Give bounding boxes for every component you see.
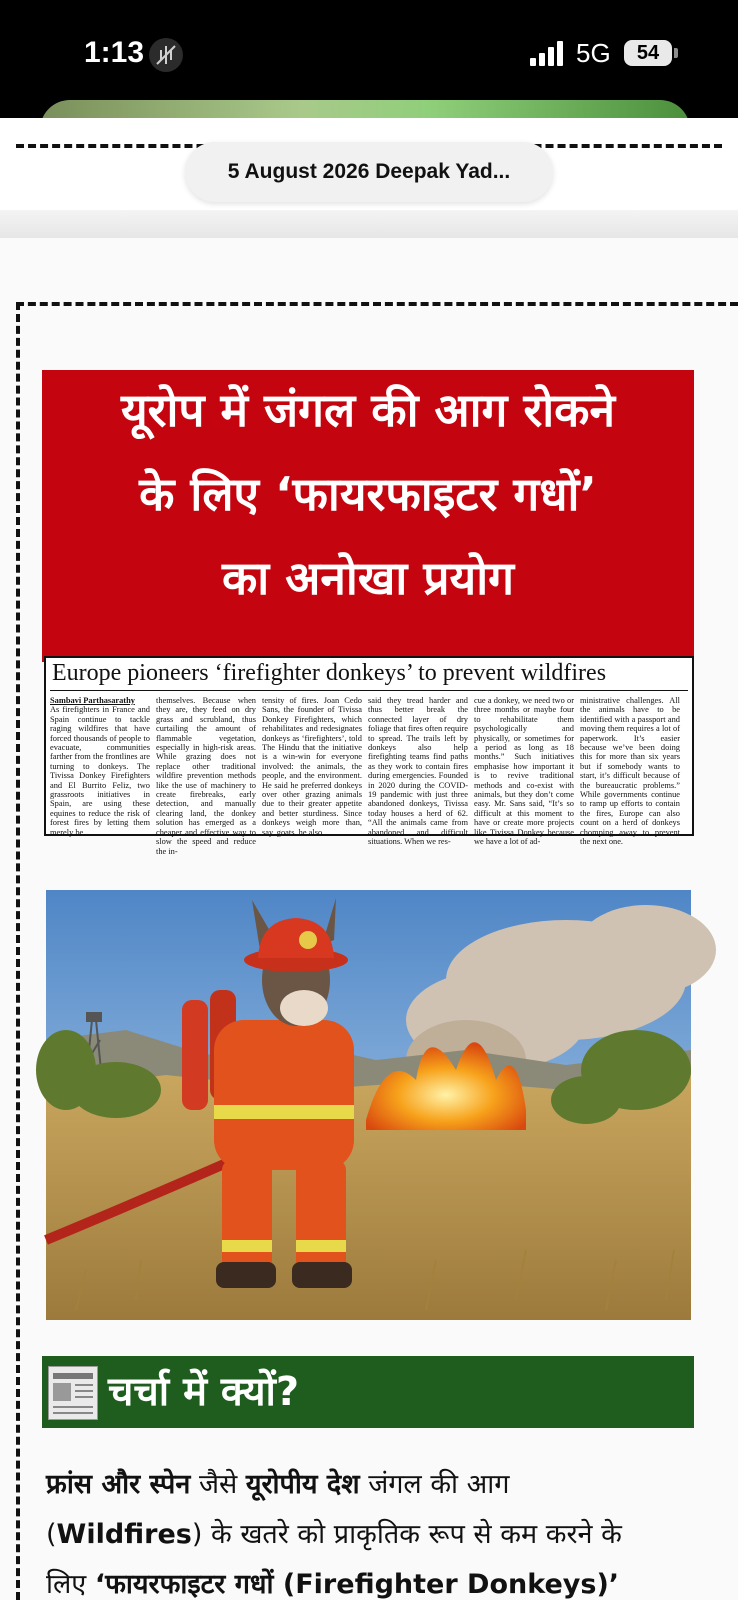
text: ( [46, 1519, 57, 1550]
bold-text: Wildfires [56, 1519, 192, 1550]
clipping-column-3: tensity of fires. Joan Cedo Sans, the founder of Tivissa Donkey Firefighters, which rehabilitates and redesignates donkeys as ‘firefighters’, told The Hindu that the initiative is a win-win for everyone involved: the animals, the people, and the environment. He said he preferred donkeys over other grazing animals due to their greater appetite and better sturdiness. Since donkeys weigh more than, say, goats, he also [262, 696, 362, 837]
battery-icon: 54 [624, 40, 672, 66]
headline-line-1: यूरोप में जंगल की आग रोकने [120, 383, 616, 437]
status-time: 1:13 [84, 36, 145, 69]
battery-tip [674, 48, 678, 58]
dashed-border-top [16, 302, 738, 306]
bold-text: यूरोपीय देश [245, 1469, 360, 1500]
toolbar-divider [0, 210, 738, 238]
headline-line-3: का अनोखा प्रयोग [221, 551, 515, 605]
bold-text: ‘फायरफाइटर गधों (Firefighter Donkeys)’ [94, 1569, 620, 1600]
newspaper-clipping [44, 656, 694, 856]
paragraph-line-3 [46, 1560, 726, 1610]
clipping-headline: Europe pioneers ‘firefighter donkeys’ to prevent wildfires [52, 660, 607, 686]
text: जंगल की आग [359, 1469, 510, 1500]
clipping-byline: Sambavi Parthasarathy [50, 696, 135, 705]
clipping-column-text: As firefighters in France and Spain continue to tackle raging wildfires that have forced thousands of people to evacuate, communities farther from the frontlines are turning to donkeys. The Tivissa Donkey Firefighters and El Burrito Feliz, two grassroots initiatives in Spain, are using these equines to reduce the risk of forest fires by letting them merely be [50, 705, 150, 837]
paragraph-line-2 [46, 1510, 726, 1560]
clipping-column-6: ministrative challenges. All the animals have to be identified with a passport and moving them requires a lot of paperwork. It’s easier because we’ve been doing this for more than six years but if somebody wants to start, it’s difficult because of the bureaucratic problems.” While governments continue to ramp up efforts to contain the fires, Europe can also count on a herd of donkeys chomping away to prevent the next one. [580, 696, 680, 847]
paragraph-line-1 [46, 1460, 726, 1510]
text: जैसे [190, 1469, 246, 1500]
bold-text: फ्रांस और स्पेन [46, 1469, 191, 1500]
clipping-column-4: said they tread harder and thus better break the connected layer of dry foliage that fires often require to spread. The trails left by donkeys also help firefighting teams find paths as they work to contain fires during emergencies. Founded in 2020 during the COVID-19 pandemic with just three abandoned donkeys, Tivissa today houses a herd of 62. “All the animals came from abandoned and difficult situations. When we res- [368, 696, 468, 847]
section-title: चर्चा में क्यों? [108, 1369, 300, 1415]
signal-icon [528, 40, 568, 68]
newspaper-icon [48, 1366, 98, 1420]
clipping-column-5: cue a donkey, we need two or three months or maybe four to rehabilitate them psychologically and physically, or sometimes for a period as long as 18 months.” Such initiatives emphasise how important it is to revive traditional methods and co-exist with animals, but they don’t come easy. Mr. Sans said, “It’s so difficult at this moment to have or create more projects like Tivissa Donkey because we have a lot of ad- [474, 696, 574, 847]
text: ) के खतरे को प्राकृतिक रूप से कम करने के [191, 1519, 622, 1550]
dashed-border-left [16, 302, 20, 1600]
hindi-headline-banner [42, 370, 694, 662]
text: लिए [46, 1569, 95, 1600]
clipping-column-1 [50, 696, 150, 836]
silent-mode-icon [149, 38, 183, 72]
donkey-firefighter-illustration [46, 890, 691, 1320]
clipping-rule [50, 690, 688, 691]
headline-line-2: के लिए ‘फायरफाइटर गधों’ [139, 467, 597, 521]
network-type: 5G [576, 38, 611, 68]
document-title-pill[interactable]: 5 August 2026 Deepak Yad... [185, 142, 553, 202]
clipping-column-2: themselves. Because when they are, they feed on dry grass and scrubland, thus curtailing the amount of flammable vegetation, especially in high-risk areas. While grazing does not replace other traditional wildfire prevention methods like the use of machinery to create firebreaks, early detection, and manually clearing land, the donkey solution has emerged as a cheaper and effective way to slow the speed and reduce the in- [156, 696, 256, 856]
section-header [42, 1356, 694, 1428]
